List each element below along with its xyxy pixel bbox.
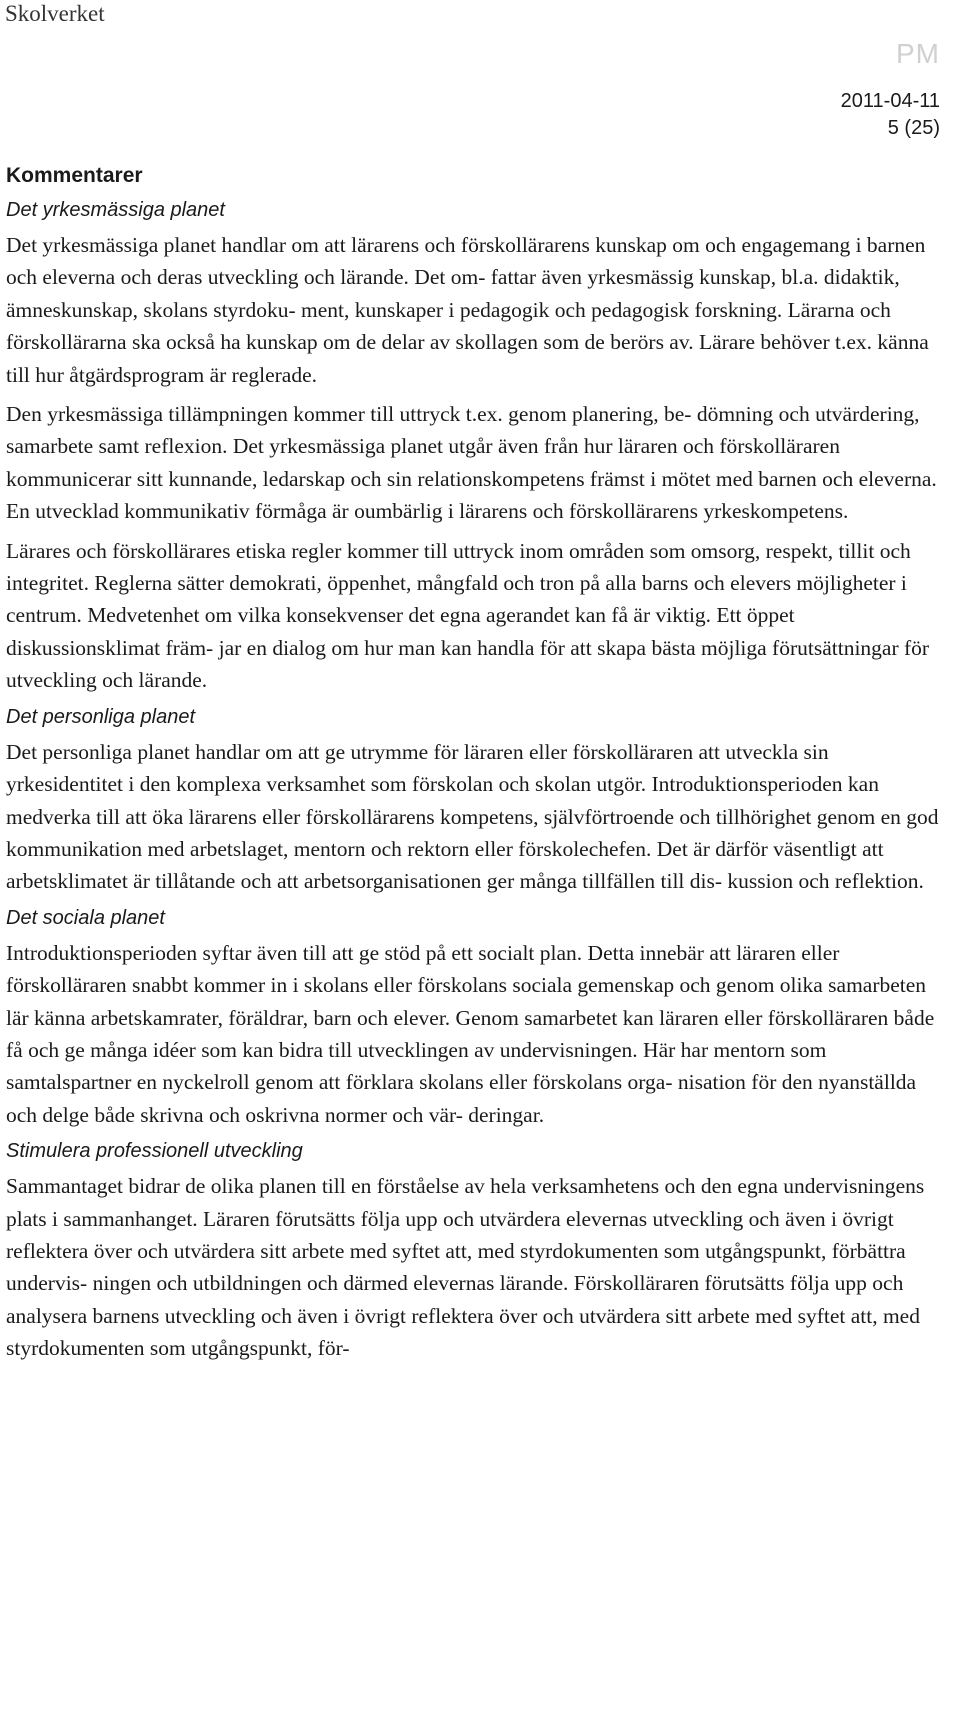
document-type-watermark: PM — [896, 38, 940, 69]
page-indicator: 5 (25) — [887, 117, 940, 139]
paragraph: Den yrkesmässiga tillämpningen kommer till uttryck t.ex. genom planering, be- dömning och utvärdering, samarbete samt reflexion. Det yrkesmässiga planet utgår även från hur läraren och förskolläraren kommunicerar sitt kunnande, ledarskap och sin relationskompetens främst i mötet med barnen och eleverna. En utvecklad kommunikativ förmåga är oumbärlig i lärarens och förskollärarens yrkeskompetens. — [6, 402, 937, 524]
document-body — [6, 162, 950, 1372]
section-heading: Det yrkesmässiga planet — [6, 199, 225, 221]
document-date: 2011-04-11 — [840, 90, 940, 112]
section-yrkesmassiga-planet — [6, 197, 950, 697]
paragraph: Sammantaget bidrar de olika planen till en förståelse av hela verksamhetens och den egna undervisningens plats i sammanhanget. Läraren förutsätts följa upp och utvärdera elevernas utveckling och även i övrigt reflektera över och utvärdera sitt arbete med syftet att, med styrdokumenten som utgångspunkt, förbättra undervis- ningen och utbildningen och därmed elevernas lärande. Förskolläraren förutsätts följa upp och analysera barnens utveckling och även i övrigt reflektera över och utvärdera sitt arbete med syftet att, med styrdokumenten som utgångspunkt, för- — [6, 1174, 925, 1361]
section-heading: Stimulera professionell utveckling — [6, 1140, 303, 1163]
paragraph: Introduktionsperioden syftar även till att ge stöd på ett socialt plan. Detta innebär att läraren eller förskolläraren snabbt kommer in i skolans eller förskolans sociala gemenskap och genom olika samarbeten lär känna arbetskamrater, föräldrar, barn och elever. Genom samarbetet kan läraren eller förskolläraren både få och ge många idéer som kan bidra till utvecklingen av undervisningen. Här har mentorn som samtalspartner en nyckelroll genom att förklara skolans eller förskolans orga- nisation för den nyanställda och delge både skrivna och oskrivna normer och vär- deringar. — [6, 940, 935, 1127]
section-personliga-planet — [6, 704, 950, 898]
section-sociala-planet — [6, 905, 950, 1131]
section-heading: Det sociala planet — [6, 906, 165, 929]
organization-name: Skolverket — [5, 1, 105, 26]
paragraph: Det personliga planet handlar om att ge utrymme för läraren eller förskolläraren att utveckla sin yrkesidentitet i den komplexa verksamhet som förskolan och skolan utgör. Introduktionsperioden kan medverka till att öka lärarens eller förskollärarens kompetens, självförtroende och tillhörighet genom en god kommunikation med arbetslaget, mentorn och rektorn eller förskolechefen. Det är därför väsentligt att arbetsklimatet är tillåtande och att arbetsorganisationen ger många tillfällen till dis- kussion och reflektion. — [6, 739, 939, 894]
section-heading: Det personliga planet — [6, 705, 196, 728]
section-stimulera-professionell-utveckling — [6, 1138, 950, 1364]
paragraph: Det yrkesmässiga planet handlar om att lärarens och förskollärarens kunskap om och engagemang i barnen och eleverna och deras utveckling och lärande. Det om- fattar även yrkesmässig kunskap, bl.a. didaktik, ämneskunskap, skolans styrdoku- ment, kunskaper i pedagogik och pedagogisk forskning. Lärarna och förskollärarna ska också ha kunskap om de delar av skollagen som de berörs av. Lärare behöver t.ex. känna till hur åtgärdsprogram är reglerade. — [6, 233, 929, 387]
document-title: Kommentarer — [6, 164, 143, 187]
document-meta — [841, 88, 940, 142]
paragraph: Lärares och förskollärares etiska regler kommer till uttryck inom områden som omsorg, respekt, tillit och integritet. Reglerna sätter demokrati, öppenhet, mångfald och tron på alla barns och elevers möjligheter i centrum. Medvetenhet om vilka konsekvenser det egna agerandet kan få är viktig. Ett öppet diskussionsklimat främ- jar en dialog om hur man kan handla för att skapa bästa möjliga förutsättningar för utveckling och lärande. — [6, 538, 930, 693]
